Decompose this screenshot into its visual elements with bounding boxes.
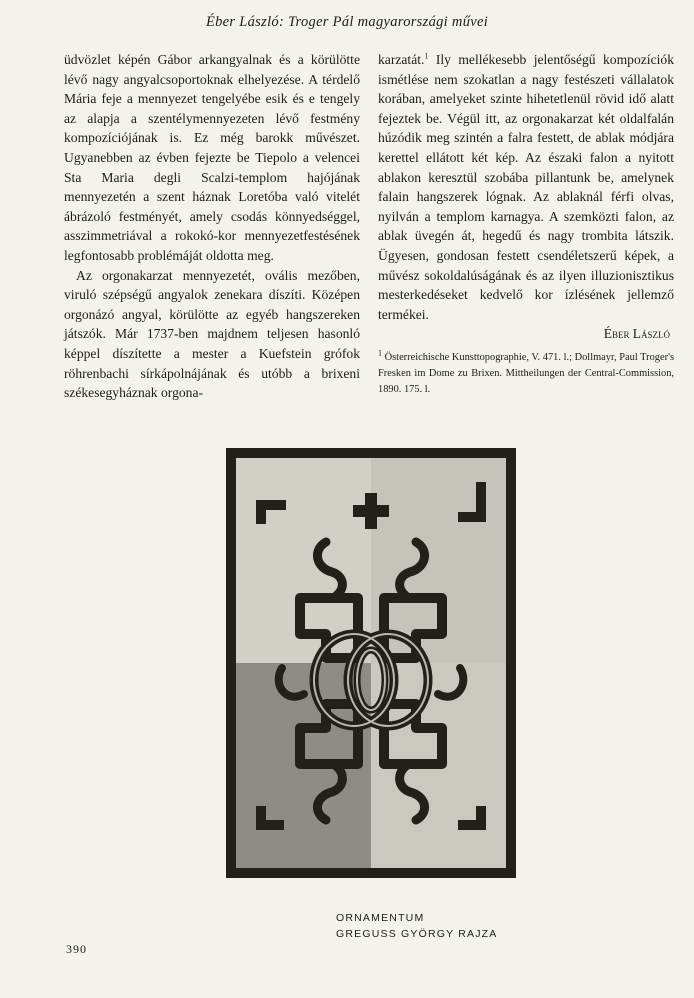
paragraph-3 — [378, 50, 674, 324]
running-header: Éber László: Troger Pál magyarországi művei — [205, 14, 489, 30]
left-text-column — [64, 50, 360, 403]
ornament-illustration — [226, 448, 516, 878]
paragraph-2: Az orgonakarzat mennyezetét, ovális mezőben, viruló szépségű angyalok zenekara díszíti. Középen orgonázó angyal, körülötte az egyéb hangszereken játszók. Már 1737-ben majdnem teljesen hasonló képpel díszítette a mester a Kuefstein grófok röhrenbachi sírkápolnájának és utóbb a brixeni székesegyháznak orgona- — [64, 267, 360, 401]
paragraph-3-start: karzatát. — [378, 52, 425, 67]
footnote-mark: 1 — [378, 348, 382, 358]
caption-credit: GREGUSS GYÖRGY RAJZA — [336, 928, 498, 940]
caption-title: ORNAMENTUM — [336, 912, 425, 924]
footnote — [378, 350, 674, 398]
right-text-column — [378, 50, 674, 398]
paragraph-3-body: Ily mellékesebb jelentőségű kompozíciók ismétlése nem szokatlan a nagy festészeti vállalatok korában, amelyeket szinte hihetetlenül rövid idő alatt fejeztek be. Végül itt, az orgonakarzat két oldalfalán húzódik meg szintén a falra festett, de ablak módjára kerettel ellátott két kép. Az északi falon a nyitott ablakon keresztül szobába pillantunk be, amelynek falain hangszerek lógnak. Az ablaknál férfi olvas, nyilván a templom karnagya. A szemközti falon, az ablak üvegén át, hegedű és nagy trombita látszik. Ügyesen, gondosan festett csendéletszerű képek, a művész sokoldalúságának és az ilyen illuzionisztikus mesterkedéseket kedvelő kor ízlésének jellemző termékei. — [378, 52, 674, 322]
author-signature: Éber László — [603, 326, 670, 342]
footnote-text: Österreichische Kunsttopographie, V. 471. l.; Dollmayr, Paul Troger's Fresken im Dome zu Brixen. Mittheilungen der Central-Commission, 1890. 175. l. — [378, 351, 674, 395]
footnote-reference: 1 — [424, 51, 429, 61]
figure-caption — [336, 910, 498, 942]
page-number: 390 — [66, 942, 87, 956]
paragraph-1: üdvözlet képén Gábor arkangyalnak és a körülötte lévő nagy angyalcsoportoknak elhelyezése. A térdelő Mária feje a mennyezet tengelyébe esik és e tengely az alapja a szentélymennyezeten lévő festmény kompozíciójának is. Ez még barokk művészet. Ugyanebben az évben fejezte be Tiepolo a velencei Sta Maria degli Scalzi-templom hajójának mennyezetén a szent háznak Loretóba való vitelét ábrázoló festményét, amely csodás könnyedséggel, asszimmetriával a rokokó-kor mennyezetfestésének legfontosabb problémáját oldotta meg. — [64, 52, 360, 263]
